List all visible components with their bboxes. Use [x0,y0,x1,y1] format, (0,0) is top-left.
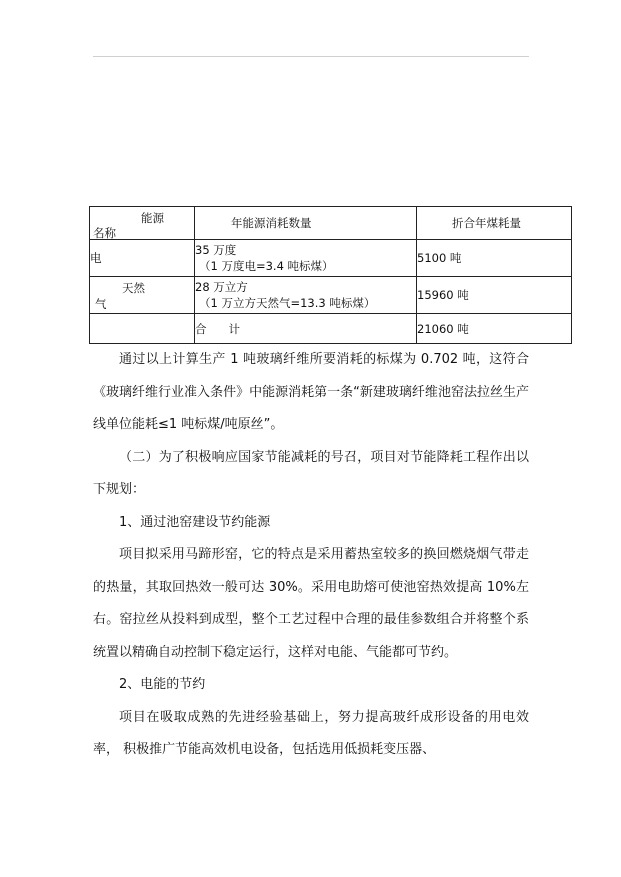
total-empty-cell [90,314,195,344]
energy-table [89,206,572,344]
table-total-row [90,314,572,344]
heading-kiln-energy: 1、通过池窑建设节约能源 [119,514,271,530]
total-label-right: 计 [228,321,240,336]
qty-line1: 28 万立方 [195,280,248,294]
table-header-row [90,207,572,240]
header-name-label: 名称 [93,226,116,240]
row-coal-gas: 15960 吨 [417,277,572,314]
total-coal: 21060 吨 [417,314,572,344]
body-text [93,344,529,767]
paragraph-plan-intro: （二）为了积极响应国家节能减耗的号召，项目对节能降耗工程作出以下规划： [93,449,529,497]
header-coal-equivalent: 折合年煤耗量 [417,207,572,240]
header-annual-consumption: 年能源消耗数量 [195,207,417,240]
total-label-left: 合 [195,321,207,336]
table-row [90,277,572,314]
heading-electricity-saving: 2、电能的节约 [119,677,206,692]
row-name-gas [90,277,195,314]
diagonal-header-cell [90,207,195,240]
header-rule [93,56,529,57]
gas-name-part2: 气 [95,297,107,311]
row-coal-electricity: 5100 吨 [417,240,572,277]
row-qty-gas [195,277,417,314]
qty-line1: 35 万度 [195,243,237,257]
paragraph-kiln: 项目拟采用马蹄形窑，它的特点是采用蓄热室较多的换回燃烧烟气带走的热量，其取回热效一般可达 30%。采用电助熔可使池窑热效提高 10%左右。窑拉丝从投料到成型，整个工艺过程中合理的最佳参数组合并将整个系统置以精确自动控制下稳定运行，这样对电能、气能都可节约。 [93,547,529,660]
total-label [195,314,417,344]
qty-line2: （1 万度电=3.4 吨标煤） [199,259,334,273]
paragraph-calculation: 通过以上计算生产 1 吨玻璃纤维所要消耗的标煤为 0.702 吨，这符合《玻璃纤维行业准入条件》中能源消耗第一条“新建玻璃纤维池窑法拉丝生产线单位能耗≤1 吨标煤/吨原丝”。 [93,352,529,432]
qty-line2: （1 万立方天然气=13.3 吨标煤） [199,296,376,310]
table-row [90,240,572,277]
row-name-electricity: 电 [90,240,195,277]
row-qty-electricity [195,240,417,277]
paragraph-electricity: 项目在吸取成熟的先进经验基础上，努力提高玻纤成形设备的用电效率， 积极推广节能高效机电设备，包括选用低损耗变压器、 [93,709,529,757]
header-energy-label: 能源 [141,211,164,225]
gas-name-part1: 天然 [122,281,145,295]
